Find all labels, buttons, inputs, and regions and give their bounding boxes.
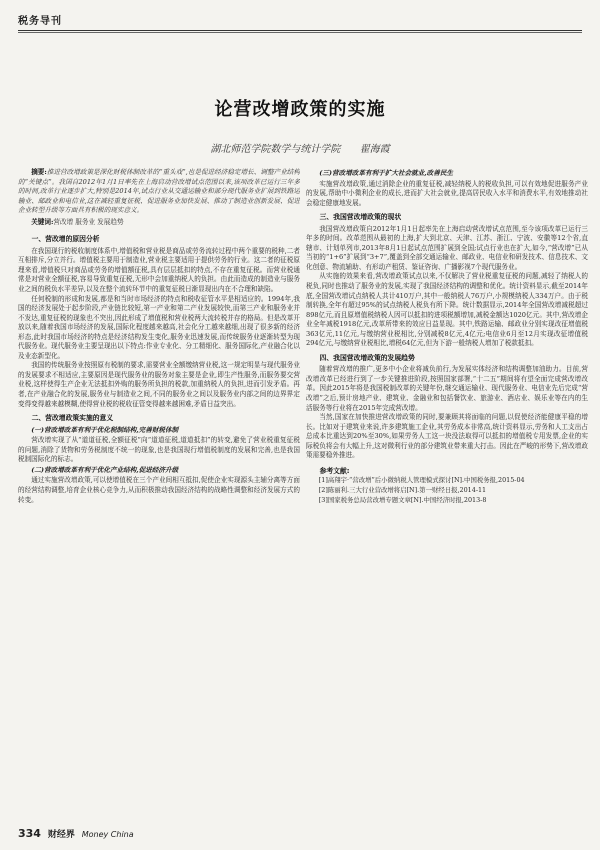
paragraph: 任何税制的形成和发展,都是和当时市场经济的特点和税收征管水平是相适应的。1994年,我国的经济发展处于起步阶段,产业链比较短,第一产业和第二产业发展较快,而第三产业和服务业并不发达,重复征税的现象也不突出,因此形成了增值税和营业税两大流转税并存的格局。但是改革开放以来,随着我国市场经济的发展,国际化程度越来越高,社会化分工越来越细,出现了很多新的经济形态,此时我国市场经济的特点是经济结构发生变化,服务业迅速发展,而传统服务业逐渐转型为现代服务业。现代服务业主要呈现出以下特点:作业专业化、分工精细化、服务国际化,产业融合化以及业态新型化。 — [18, 294, 300, 360]
paragraph: 通过实施营改增政策,可以使增值税在三个产业间相互抵扣,促使企业实现源头主辅分离等方面的经营结构调整,培育企业核心竞争力,从而积极推动我国经济结构的战略性调整和经济发展方式的转变。 — [18, 476, 300, 504]
section-heading: 四、我国营改增政策的发展趋势 — [319, 353, 415, 362]
left-column — [18, 168, 300, 823]
paragraph: 在我国现行的税收制度体系中,增值税和营业税是商品或劳务流转过程中两个重要的税种,二者互相排斥,分立并行。增值税主要用于制造业,营业税主要适用于提供劳务的行业。这二者的征税原理来看,增值税只对商品或劳务的增值额征税,具有层层抵扣的特点,不存在重复征税。而营业税通常是对营业全额征税,容易导致重复征税,无形中会加重纳税人的负担。由此而造成的制造业与服务业之间的税负水平差异,以及在整个流转环节中的重复征税日渐显现出内在不合理和缺陷。 — [18, 246, 300, 294]
paragraph: 营改增实现了从“道道征税,全额征税”向“道道征税,道道抵扣”的转变,避免了营业税重复征税的问题,消除了货物和劳务税制度不统一的现象,也是我国现行增值税制度的发展和完善,也是我国税制国际化的标志。 — [18, 436, 300, 464]
reference-item: [2]陈丽利.三大行业营改增将启[N].第一财经日报,2014-11 — [318, 486, 487, 494]
paragraph: 当然,国家在加快推进营改增政策的同时,要兼顾其将面临的问题,以促使经济能健康平稳的增长。比如对于建筑业来说,许多建筑施工企业,其劳务成本非常高,统计资料显示,劳务和人工支出占总成本比重达到20%至30%,如果劳务人工这一块没法取得可以抵扣的增值税专用发票,企业的实际税负将会有大幅上升,这对微利行业的部分建筑业带来重大打击。因此在严峻的形势下,营改增政策需要稳外推进。 — [306, 413, 588, 460]
magazine-name-en: Money China — [81, 830, 134, 839]
subsection-heading: (三)营改增改革有利于扩大社会就业,改善民生 — [319, 169, 454, 177]
magazine-name: 财经界 — [47, 830, 75, 840]
references-heading: 参考文献: — [319, 466, 350, 475]
header-rule — [18, 30, 582, 31]
abstract — [18, 168, 300, 216]
subsection-heading: (一)营改增改革有利于优化税制结构,完善财税体制 — [31, 425, 179, 434]
page-footer — [18, 827, 134, 840]
paragraph: 我国营改增政策自2012年1月1日起率先在上海启动营改增试点范围,至今该项改革已运行三年多的时间。改革范围从最初的上海,扩大到北京、天津、江苏、浙江、宁波、安徽等12个省,直辖市、计划单列市,2013年8月1日起试点范围扩展到全国;试点行业也在扩大,如今,“营改增”已从当初的“1+6”扩展到“3+7”,覆盖到全部交通运输业、邮政业、电信业和研发技术、信息技术、文化创意、物流辅助、有形动产租赁、鉴证咨询、广播影视7个现代服务业。 — [306, 224, 588, 271]
paragraph: 随着营改增的推广,更多中小企业将减负前行,为发展实体经济和结构调整加油助力。目前,营改增改革已经进行到了一步关键推进阶段,按照国家部署,“十二五”期间将有望全面完成营改增改革。因此2015年将是我国税制改革的关键年份,继交通运输业、现代服务业、电信业先后完成“营改增”之后,预计房地产业、建筑业、金融业和包括餐饮业、旅游业、酒店业、娱乐业等在内的生活服务等行业将在2015年完成营改增。 — [306, 365, 588, 412]
author-line — [0, 140, 600, 155]
keywords-label: 关键词: — [31, 217, 54, 226]
subsection-heading: (二)营改增改革有利于优化产业结构,促进经济升级 — [31, 465, 179, 474]
abstract-label: 摘要: — [31, 168, 47, 176]
abstract-text: 推进营改增政策是深化财税体制改革的“重头戏”,也是促进经济稳定增长、调整产业结构的“关键点”。我国自2012年1月1日率先在上海启动营改增试点范围以来,该项改革已运行三年多的时间,改革行业逐步扩大,特别是2014年,试点行业从交通运输业和部分现代服务业扩展到铁路运输业、邮政业和电信业,这在减轻重复征税、促进服务业加快发展、推动了制造业创新发展、促进企业转型升级等方面具有积极的现实意义。 — [18, 168, 300, 215]
author-name: 翟海霞 — [359, 144, 390, 155]
paragraph: 我国的传统服务业按照原有税制的要求,需要营业全额缴纳营业税,这一规定明显与现代服务业的发展要求不相适应,主要原因是现代服务业的服务对象主要是企业,即生产性服务,而服务要交营业税,这样使得生产企业无法抵扣外购的服务所负担的税款,加重纳税人的负担,进而引发矛盾。再者,在产业融合化的发展,服务业与制造业之间,不同的服务业之间以及服务业内部之间的边界界定变得变得越来越模糊,使得营业税的税收征管变得越来越困难,矛盾日益突出。 — [18, 361, 300, 408]
section-heading: 二、营改增政策实施的意义 — [31, 414, 114, 423]
page-number: 334 — [18, 827, 41, 840]
journal-section-label: 税务导刊 — [18, 16, 62, 27]
affiliation: 湖北师范学院数学与统计学院 — [210, 144, 341, 155]
header-rule-secondary — [18, 32, 582, 33]
paragraph: 实施营改增政策,通过消除企业的重复征税,减轻纳税人的税收负担,可以有效地促进服务产业的发展,帮助中小微利企业的成长,进而扩大社会就业,提高居民收入水平和消费水平,有效地推动社会稳定健康地发展。 — [306, 179, 588, 207]
keywords — [18, 218, 300, 228]
article-title: 论营改增政策的实施 — [214, 99, 386, 120]
section-heading: 三、我国营改增政策的现状 — [319, 213, 402, 222]
keywords-text: 营改增 服务业 发展趋势 — [53, 217, 124, 226]
section-heading: 一、营改增的原因分析 — [31, 235, 100, 244]
reference-item: [1]高翔宇·“营改增”后小微纳税人管理模式探讨[N].中国税务报,2015-04 — [318, 476, 525, 485]
running-header — [18, 10, 582, 40]
right-column — [306, 168, 588, 823]
paragraph: 从实施的效果来看,营改增政策试点以来,不仅解决了营业税重复征税的问题,减轻了纳税人的税负,同时也推动了服务业的发展,实现了我国经济结构的调整和优化。统计资料显示,截至2014年底,全国营改增试点纳税人共计410万户,其中一般纳税人76万户,小规模纳税人334万户。由于税制转换,全年有超过95%的试点纳税人税负有所下降。统计数据显示,2014年全国营改增减税超过898亿元,而且原增值税纳税人因可以抵扣的进项税额增加,减税金额达1020亿元。其中,营改增企业全年减税1918亿元,改革所带来的效应日益显现。其中,铁路运输、邮政业分别实现改征增值税363亿元,11亿元,与缴纳营业税相比,分别减税8亿元,4亿元;电信业6月至12月实现改征增值税294亿元,与缴纳营业税相比,增税64亿元,但为下游一般纳税人增加了税款抵扣。 — [306, 272, 588, 348]
reference-item: [3]国家税务总局营改增专题文章[N].中国经济时报,2013-8 — [318, 495, 487, 504]
